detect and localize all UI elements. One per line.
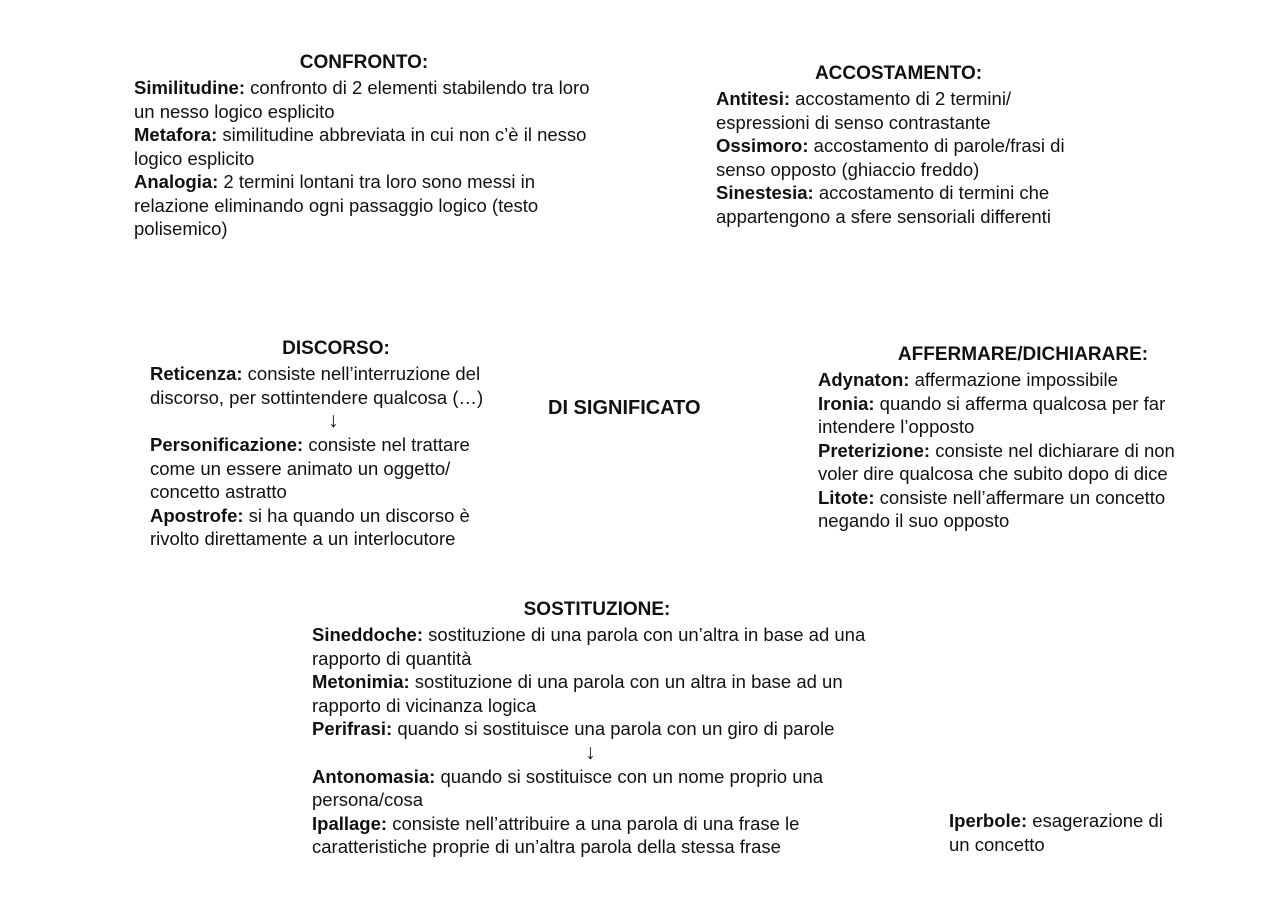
term: Ironia:	[818, 392, 875, 414]
definition: consiste nell’affermare un concetto negando il suo opposto	[818, 486, 1166, 531]
definition: accostamento di 2 termini/ espressioni di senso contrastante	[716, 88, 1012, 133]
definition: sostituzione di una parola con un’altra in base ad una rapporto di quantità	[312, 624, 866, 669]
affermare-section	[818, 342, 1218, 533]
definition: consiste nell’interruzione del discorso, per sottintendere qualcosa (…)	[150, 363, 484, 408]
term: Ossimoro:	[716, 135, 809, 156]
down-arrow-icon: ↓	[328, 409, 339, 432]
term: Adynaton:	[818, 369, 910, 390]
down-arrow-icon: ↓	[585, 740, 596, 764]
term: Sineddoche:	[312, 624, 424, 645]
term: Apostrofe:	[150, 504, 244, 526]
entry-reticenza	[150, 362, 520, 409]
entry-perifrasi	[312, 717, 882, 741]
term: Similitudine:	[134, 77, 245, 98]
entry-apostrofe	[150, 504, 520, 551]
term: Sinestesia:	[716, 182, 814, 203]
entry-antonomasia	[312, 765, 882, 812]
definition: consiste nel trattare come un essere animato un oggetto/ concetto astratto	[150, 434, 470, 502]
entry-adynaton	[818, 368, 1218, 392]
entry-antitesi	[716, 87, 1081, 134]
entry-metafora	[134, 123, 594, 170]
definition: si ha quando un discorso è rivolto direttamente a un interlocutore	[150, 504, 470, 549]
term: Iperbole:	[949, 810, 1028, 831]
term: Antonomasia:	[312, 765, 436, 787]
definition: affermazione impossibile	[909, 369, 1118, 390]
definition: quando si sostituisce una parola con un giro di parole	[392, 718, 835, 739]
term: Litote:	[818, 486, 875, 508]
definition: accostamento di termini che appartengono a sfere sensoriali differenti	[716, 182, 1051, 227]
term: Metafora:	[134, 124, 218, 145]
affermare-title: AFFERMARE/DICHIARARE:	[897, 344, 1149, 365]
entry-sineddoche	[312, 623, 882, 670]
definition: quando si afferma qualcosa per far intendere l’opposto	[818, 392, 1166, 437]
term: Ipallage:	[312, 812, 388, 834]
entry-sinestesia	[716, 181, 1081, 228]
entry-similitudine	[134, 76, 594, 123]
term: Antitesi:	[716, 88, 790, 109]
definition: esagerazione di un concetto	[949, 810, 1163, 855]
entry-ossimoro	[716, 134, 1081, 181]
sostituzione-section	[312, 597, 882, 859]
term: Perifrasi:	[312, 718, 393, 739]
definition: 2 termini lontani tra loro sono messi in relazione eliminando ogni passaggio logico (testo polisemico)	[134, 171, 539, 239]
accostamento-section	[716, 61, 1081, 228]
iperbole-section	[949, 809, 1169, 856]
accostamento-title: ACCOSTAMENTO:	[814, 63, 983, 84]
entry-ipallage	[312, 812, 882, 859]
term: Metonimia:	[312, 671, 410, 692]
term: Preterizione:	[818, 439, 931, 461]
discorso-section	[150, 336, 520, 551]
entry-iperbole	[949, 809, 1169, 856]
definition: quando si sostituisce con un nome proprio una persona/cosa	[312, 765, 824, 810]
definition: consiste nell’attribuire a una parola di una frase le caratteristiche proprie di un’altra parola della stessa frase	[312, 812, 800, 857]
term: Personificazione:	[150, 434, 304, 455]
definition: similitudine abbreviata in cui non c’è il nesso logico esplicito	[134, 124, 587, 169]
discorso-title: DISCORSO:	[282, 338, 390, 359]
definition: confronto di 2 elementi stabilendo tra loro un nesso logico esplicito	[134, 77, 590, 122]
entry-ironia	[818, 392, 1218, 439]
center-label: DI SIGNIFICATO	[548, 397, 701, 419]
confronto-title: CONFRONTO:	[299, 52, 429, 73]
confronto-section	[134, 50, 594, 241]
entry-personificazione	[150, 433, 520, 504]
definition: sostituzione di una parola con un altra in base ad un rapporto di vicinanza logica	[312, 671, 843, 716]
term: Analogia:	[134, 171, 219, 192]
definition: consiste nel dichiarare di non voler dire qualcosa che subito dopo di dice	[818, 439, 1175, 484]
entry-metonimia	[312, 670, 882, 717]
definition: accostamento di parole/frasi di senso opposto (ghiaccio freddo)	[716, 135, 1065, 180]
term: Reticenza:	[150, 363, 243, 384]
entry-preterizione	[818, 439, 1218, 486]
entry-litote	[818, 486, 1218, 533]
sostituzione-title: SOSTITUZIONE:	[523, 599, 671, 620]
entry-analogia	[134, 170, 594, 241]
